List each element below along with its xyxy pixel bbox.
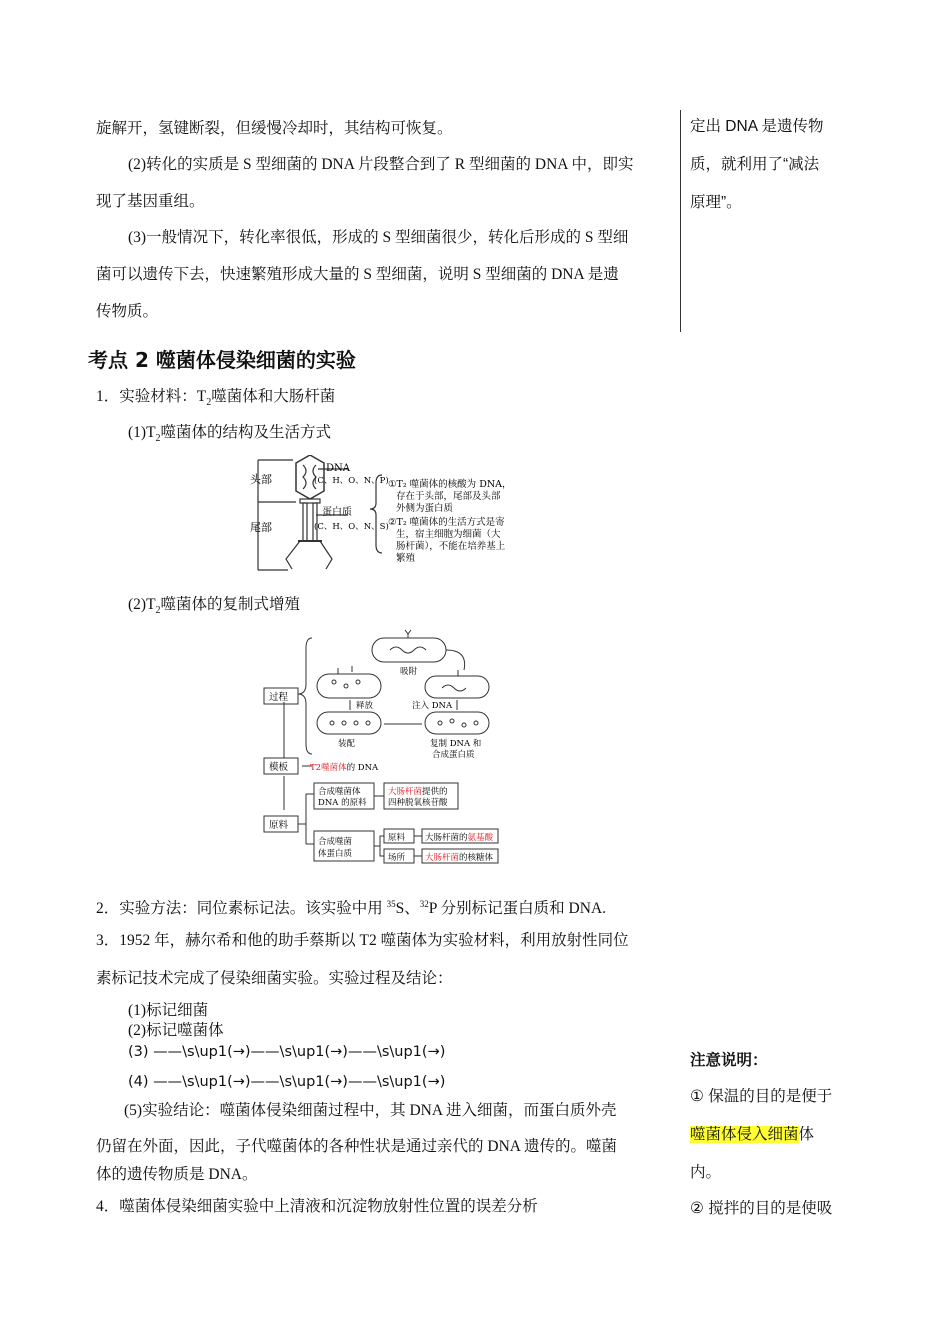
paragraph-line: 传物质。: [96, 303, 159, 320]
note-line: 生，宿主细胞为细菌（大: [396, 529, 501, 540]
note-line: 外侧为蛋白质: [396, 503, 454, 514]
head-label: 头部: [250, 473, 272, 486]
note-line: ②T₂ 噬菌体的生活方式是寄: [388, 517, 505, 528]
step-4: (4) ——\s\up1(→)——\s\up1(→)——\s\up1(→): [128, 1074, 446, 1090]
replicate-label: 合成蛋白质: [432, 750, 475, 760]
site-label: 场所: [388, 853, 406, 863]
note-line: 肠杆菌），不能在培养基上: [396, 541, 506, 552]
dna-elements: (C、H、O、N、P): [314, 476, 389, 486]
site-value: 大肠杆菌的核糖体: [425, 853, 494, 863]
paragraph-line: 菌可以遗传下去，快速繁殖形成大量的 S 型细菌，说明 S 型细菌的 DNA 是遗: [96, 266, 619, 283]
sidebar-line: 质，就利用了“减法: [690, 156, 820, 173]
item-3-cont: 素标记技术完成了侵染细菌实验。实验过程及结论：: [96, 970, 453, 987]
paragraph-line: 旋解开，氢键断裂，但缓慢冷却时，其结构可恢复。: [96, 120, 453, 137]
note-line: ① 保温的目的是便于: [690, 1088, 833, 1105]
tail-label: 尾部: [250, 521, 272, 534]
raw-value: 大肠杆菌的氨基酸: [425, 833, 494, 843]
notes-title: 注意说明：: [690, 1052, 768, 1069]
release-label: 释放: [356, 701, 374, 711]
material-label: 原料: [269, 820, 289, 831]
item-4: 4．噬菌体侵染细菌实验中上清液和沉淀物放射性位置的误差分析: [96, 1198, 538, 1215]
dna-source: 四种脱氧核苷酸: [388, 798, 448, 808]
conclusion-line: (5)实验结论：噬菌体侵染细菌过程中，其 DNA 进入细菌，而蛋白质外壳: [124, 1102, 617, 1119]
paragraph-line: 现了基因重组。: [96, 193, 205, 210]
note-line: 内。: [690, 1164, 722, 1181]
subitem-2: $(2)T_2$噬菌体的复制式增殖: [128, 596, 301, 617]
paragraph-line: (2)转化的实质是 S 型细菌的 DNA 片段整合到了 R 型细菌的 DNA 中，即实: [128, 156, 634, 173]
sidebar-line: 定出 DNA 是遗传物: [690, 118, 824, 135]
step-3: (3) ——\s\up1(→)——\s\up1(→)——\s\up1(→): [128, 1044, 446, 1060]
item-1: 1．实验材料：$T_2$噬菌体和大肠杆菌: [96, 388, 336, 409]
template-label: 模板: [269, 762, 289, 773]
protein-raw-label: 合成噬菌: [318, 837, 353, 847]
process-label: 过程: [269, 692, 289, 703]
dna-raw-label: DNA 的原料: [318, 798, 367, 808]
note-line: 噬菌体侵入细菌体: [690, 1126, 815, 1143]
assemble-label: 装配: [338, 739, 356, 749]
subitem-1: $(1)T_2$噬菌体的结构及生活方式: [128, 424, 332, 445]
phage-replication-figure: [262, 628, 512, 868]
note-line: 繁殖: [396, 553, 416, 564]
note-line: ①T₂ 噬菌体的核酸为 DNA，: [388, 479, 512, 490]
note-line: 存在于头部，尾部及头部: [396, 491, 501, 502]
phage-structure-figure: [248, 455, 533, 575]
conclusion-line: 仍留在外面，因此，子代噬菌体的各种性状是通过亲代的 DNA 遗传的。噬菌: [96, 1138, 617, 1155]
section-title: 考点 2 噬菌体侵染细菌的实验: [88, 348, 356, 372]
item-2: 2．实验方法：同位素标记法。该实验中用 $^{35}$S、$^{32}$P 分别标记蛋白质和 DNA.: [96, 899, 607, 918]
dna-source: 大肠杆菌提供的: [388, 787, 448, 797]
protein-raw-label: 体蛋白质: [318, 849, 353, 859]
step-1: (1)标记细菌: [128, 1002, 209, 1019]
sidebar-divider: [680, 110, 681, 332]
replicate-label: 复制 DNA 和: [430, 739, 482, 749]
paragraph-line: (3)一般情况下，转化率很低，形成的 S 型细菌很少，转化后形成的 S 型细: [128, 229, 629, 246]
protein-label: 蛋白质: [322, 507, 352, 518]
template-value: T2噬菌体的 DNA: [310, 763, 379, 773]
dna-raw-label: 合成噬菌体: [318, 787, 361, 797]
item-3: 3．1952 年，赫尔希和他的助手蔡斯以 T2 噬菌体为实验材料，利用放射性同位: [96, 932, 629, 949]
note-line: ② 搅拌的目的是使吸: [690, 1200, 833, 1217]
highlight: 噬菌体侵入细菌: [690, 1126, 799, 1143]
dna-label: DNA: [326, 463, 350, 474]
conclusion-line: 体的遗传物质是 DNA。: [96, 1166, 258, 1183]
step-2: (2)标记噬菌体: [128, 1022, 224, 1039]
adsorb-label: 吸附: [400, 667, 418, 677]
protein-elements: (C、H、O、N、S): [314, 522, 389, 532]
sidebar-line: 原理”。: [690, 194, 742, 211]
inject-label: 注入 DNA: [412, 701, 453, 711]
raw-label: 原料: [388, 833, 406, 843]
